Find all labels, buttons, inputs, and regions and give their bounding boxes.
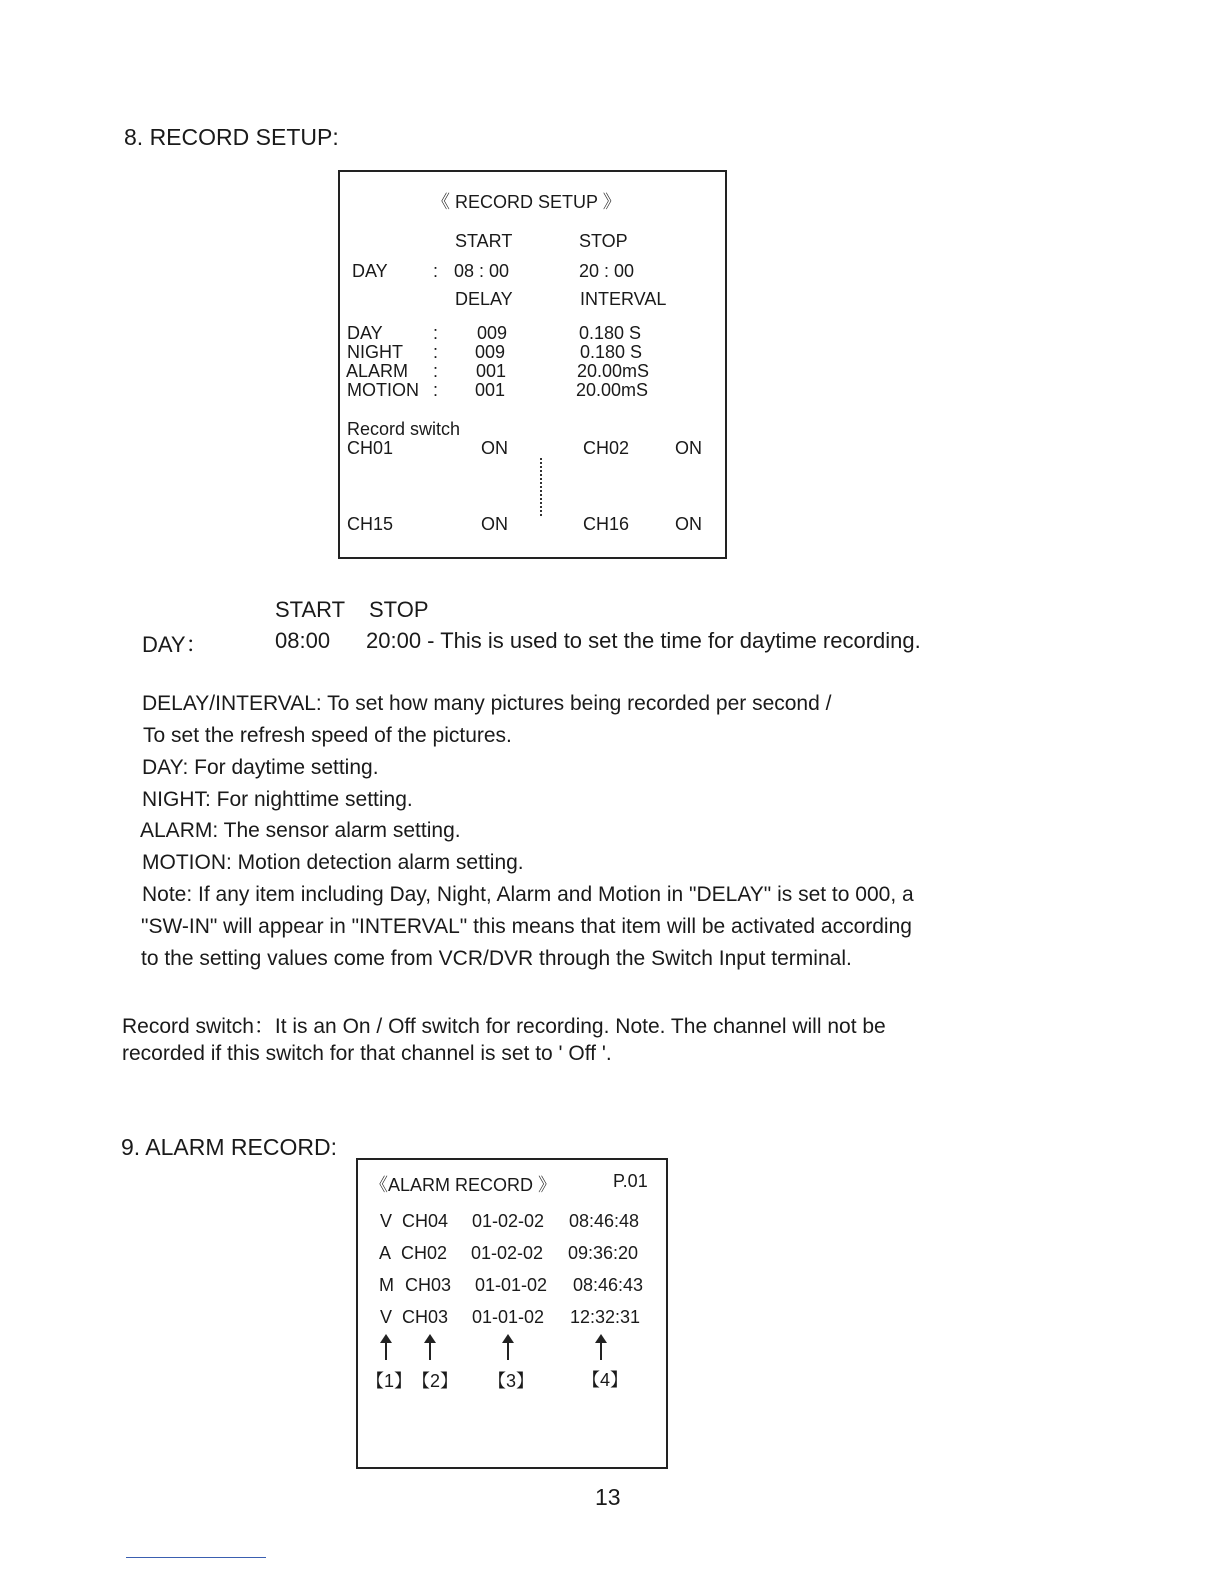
- desc-day-stop-text: 20:00 - This is used to set the time for daytime recording.: [366, 628, 921, 653]
- row-colon: :: [433, 323, 439, 343]
- entry-date: 01-02-02: [472, 1211, 545, 1231]
- channel-continuation-dots: [540, 458, 542, 516]
- row-interval: 0.180 S: [580, 342, 643, 362]
- day-start-value: 08 : 00: [454, 261, 510, 281]
- row-interval: 20.00mS: [577, 361, 650, 381]
- channel-name: CH16: [583, 514, 630, 534]
- up-arrow-icon: [507, 1336, 509, 1360]
- up-arrow-icon: [385, 1336, 387, 1360]
- channel-name: CH01: [347, 438, 394, 458]
- row-delay: 009: [477, 323, 508, 343]
- desc-stop-label: STOP: [369, 597, 429, 622]
- entry-channel: CH02: [401, 1243, 448, 1263]
- up-arrow-icon: [429, 1336, 431, 1360]
- record-switch-desc-line: recorded if this switch for that channel is set to ' Off '.: [122, 1042, 612, 1065]
- day-time-colon: :: [433, 261, 439, 281]
- entry-date: 01-01-02: [475, 1275, 548, 1295]
- record-switch-label: Record switch: [347, 419, 461, 439]
- row-label: NIGHT: [347, 342, 403, 362]
- entry-type: M: [379, 1275, 394, 1295]
- row-delay: 001: [476, 361, 507, 381]
- record-switch-desc-line: Record switch：It is an On / Off switch for recording. Note. The channel will not be: [122, 1015, 886, 1038]
- desc-line: "SW-IN" will appear in "INTERVAL" this means that item will be activated according: [141, 915, 912, 938]
- entry-channel: CH03: [405, 1275, 452, 1295]
- entry-date: 01-01-02: [472, 1307, 545, 1327]
- footer-rule: [126, 1557, 266, 1558]
- start-header: START: [455, 231, 513, 251]
- entry-type: V: [380, 1307, 393, 1327]
- alarm-record-title: 《ALARM RECORD 》: [370, 1175, 557, 1195]
- desc-line: To set the refresh speed of the pictures.: [143, 724, 512, 747]
- entry-time: 12:32:31: [570, 1307, 641, 1327]
- stop-header: STOP: [579, 231, 628, 251]
- desc-start-label: START: [275, 597, 346, 622]
- desc-day-label: DAY：: [142, 632, 208, 657]
- day-time-label: DAY: [352, 261, 388, 281]
- desc-line: DAY: For daytime setting.: [142, 756, 379, 779]
- desc-line: to the setting values come from VCR/DVR through the Switch Input terminal.: [141, 947, 852, 970]
- channel-state: ON: [481, 514, 508, 534]
- delay-header: DELAY: [455, 289, 513, 309]
- desc-line: Note: If any item including Day, Night, Alarm and Motion in "DELAY" is set to 000, a: [142, 883, 914, 906]
- day-stop-value: 20 : 00: [579, 261, 635, 281]
- record-setup-title: 《 RECORD SETUP 》: [432, 192, 621, 212]
- marker-label: 【2】: [412, 1371, 459, 1391]
- desc-line: NIGHT: For nighttime setting.: [142, 788, 413, 811]
- marker-label: 【1】: [366, 1371, 413, 1391]
- row-colon: :: [433, 342, 439, 362]
- entry-date: 01-02-02: [471, 1243, 544, 1263]
- entry-time: 09:36:20: [568, 1243, 639, 1263]
- alarm-record-screen: [356, 1158, 668, 1469]
- alarm-record-heading: 9. ALARM RECORD:: [121, 1134, 337, 1160]
- entry-time: 08:46:48: [569, 1211, 640, 1231]
- desc-line: ALARM: The sensor alarm setting.: [140, 819, 461, 842]
- row-interval: 20.00mS: [576, 380, 649, 400]
- page-number: 13: [595, 1484, 621, 1510]
- desc-line: MOTION: Motion detection alarm setting.: [142, 851, 524, 874]
- row-colon: :: [433, 380, 439, 400]
- channel-state: ON: [675, 514, 702, 534]
- row-label: DAY: [347, 323, 383, 343]
- entry-channel: CH04: [402, 1211, 449, 1231]
- record-setup-heading: 8. RECORD SETUP:: [124, 124, 339, 150]
- entry-type: A: [379, 1243, 392, 1263]
- entry-time: 08:46:43: [573, 1275, 644, 1295]
- channel-name: CH02: [583, 438, 630, 458]
- channel-state: ON: [481, 438, 508, 458]
- desc-day-start: 08:00: [275, 628, 331, 653]
- desc-line: DELAY/INTERVAL: To set how many pictures being recorded per second /: [142, 692, 832, 715]
- interval-header: INTERVAL: [580, 289, 667, 309]
- up-arrow-icon: [600, 1336, 602, 1360]
- row-interval: 0.180 S: [579, 323, 642, 343]
- marker-label: 【4】: [582, 1370, 629, 1390]
- row-delay: 009: [475, 342, 506, 362]
- channel-name: CH15: [347, 514, 394, 534]
- channel-state: ON: [675, 438, 702, 458]
- record-setup-screen: [338, 170, 727, 559]
- row-label: ALARM: [346, 361, 409, 381]
- entry-channel: CH03: [402, 1307, 449, 1327]
- row-delay: 001: [475, 380, 506, 400]
- row-colon: :: [433, 361, 439, 381]
- marker-label: 【3】: [488, 1371, 535, 1391]
- row-label: MOTION: [347, 380, 419, 400]
- entry-type: V: [380, 1211, 393, 1231]
- alarm-record-page: P.01: [613, 1171, 648, 1191]
